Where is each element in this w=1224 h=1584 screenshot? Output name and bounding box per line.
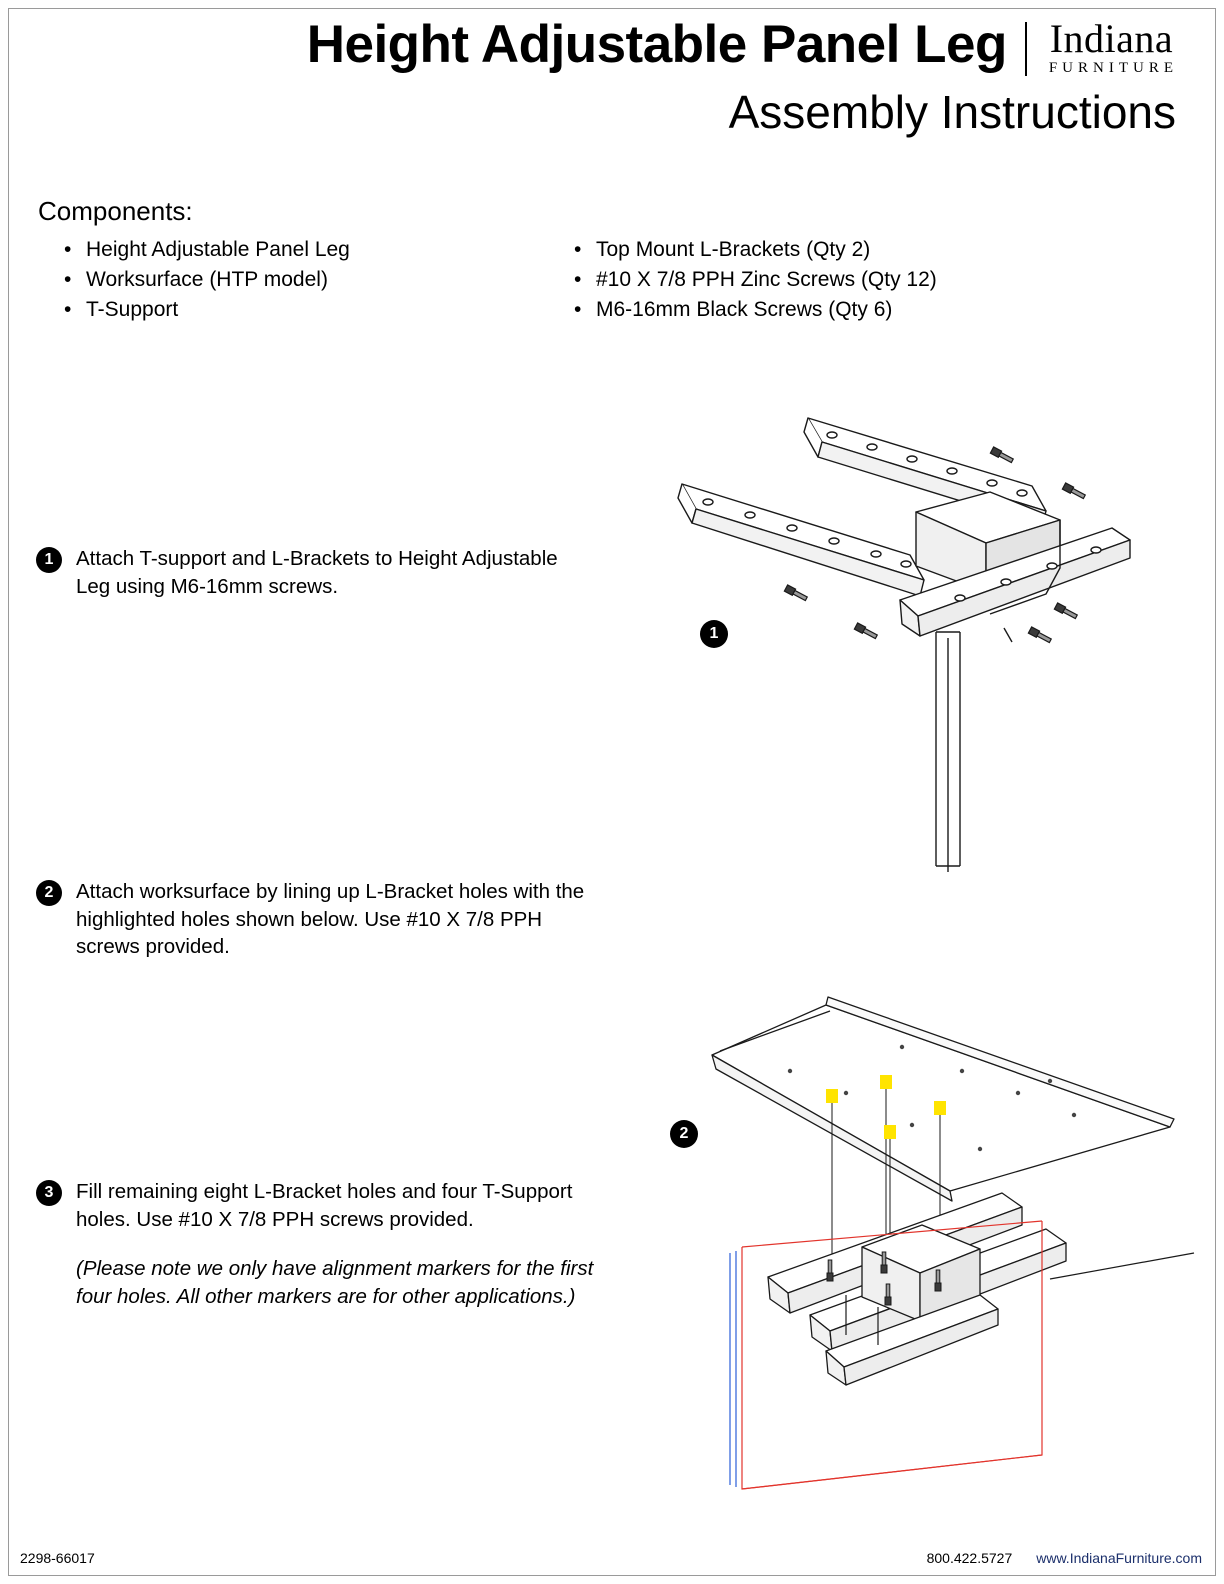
component-label: M6-16mm Black Screws (Qty 6) <box>596 297 893 321</box>
step-number-badge: 3 <box>36 1180 62 1206</box>
bullet-icon: • <box>64 297 72 321</box>
page-title: Height Adjustable Panel Leg <box>306 15 1007 74</box>
component-label: Top Mount L-Brackets (Qty 2) <box>596 238 871 261</box>
components-column-right <box>548 235 1018 324</box>
list-item <box>38 295 508 325</box>
step-3 <box>36 1178 596 1311</box>
step-number-badge: 2 <box>36 880 62 906</box>
components-columns <box>38 235 1138 324</box>
figure-1-illustration <box>660 380 1190 880</box>
list-item <box>38 235 508 265</box>
step-2 <box>36 878 596 961</box>
step-3-note: (Please note we only have alignment markers for the first four holes. All other markers are for other applications.) <box>76 1257 594 1309</box>
figure-step-2 <box>650 985 1195 1495</box>
component-label: Height Adjustable Panel Leg <box>86 238 350 261</box>
component-label: Worksurface (HTP model) <box>86 267 328 291</box>
document-number: 2298-66017 <box>20 1550 95 1566</box>
bullet-icon: • <box>64 238 72 261</box>
bullet-icon: • <box>64 267 72 291</box>
figure-2-step-badge: 2 <box>670 1120 698 1148</box>
step-text: Attach worksurface by lining up L-Bracket holes with the highlighted holes shown below. Use #10 X 7/8 PPH screws provided. <box>76 880 585 959</box>
step-text: Fill remaining eight L-Bracket holes and four T-Support holes. Use #10 X 7/8 PPH screws provided. <box>76 1180 573 1231</box>
components-section <box>38 196 1138 324</box>
document-header <box>0 15 1224 168</box>
footer-contact <box>927 1550 1202 1566</box>
bullet-icon: • <box>574 297 582 321</box>
step-text: Attach T-support and L-Brackets to Height Adjustable Leg using M6-16mm screws. <box>76 547 558 598</box>
page-subtitle: Assembly Instructions <box>728 86 1176 138</box>
title-divider <box>1025 22 1027 76</box>
phone-number: 800.422.5727 <box>926 1550 1013 1566</box>
bullet-icon: • <box>574 238 582 261</box>
brand-subtitle: FURNITURE <box>1048 60 1178 76</box>
list-item <box>548 295 1018 325</box>
title-row <box>0 15 1224 77</box>
brand-logo <box>1045 16 1178 77</box>
components-heading: Components: <box>38 196 193 226</box>
components-column-left <box>38 235 508 324</box>
website-link[interactable]: www.IndianaFurniture.com <box>1036 1550 1202 1566</box>
figure-2-illustration <box>650 985 1195 1495</box>
component-label: #10 X 7/8 PPH Zinc Screws (Qty 12) <box>596 267 937 291</box>
component-label: T-Support <box>86 297 179 321</box>
brand-name: Indiana <box>1049 16 1174 61</box>
step-1 <box>36 545 596 600</box>
list-item <box>548 265 1018 295</box>
list-item <box>548 235 1018 265</box>
list-item <box>38 265 508 295</box>
step-number-badge: 1 <box>36 547 62 573</box>
figure-step-1 <box>660 380 1190 880</box>
bullet-icon: • <box>574 267 582 291</box>
figure-1-step-badge: 1 <box>700 620 728 648</box>
